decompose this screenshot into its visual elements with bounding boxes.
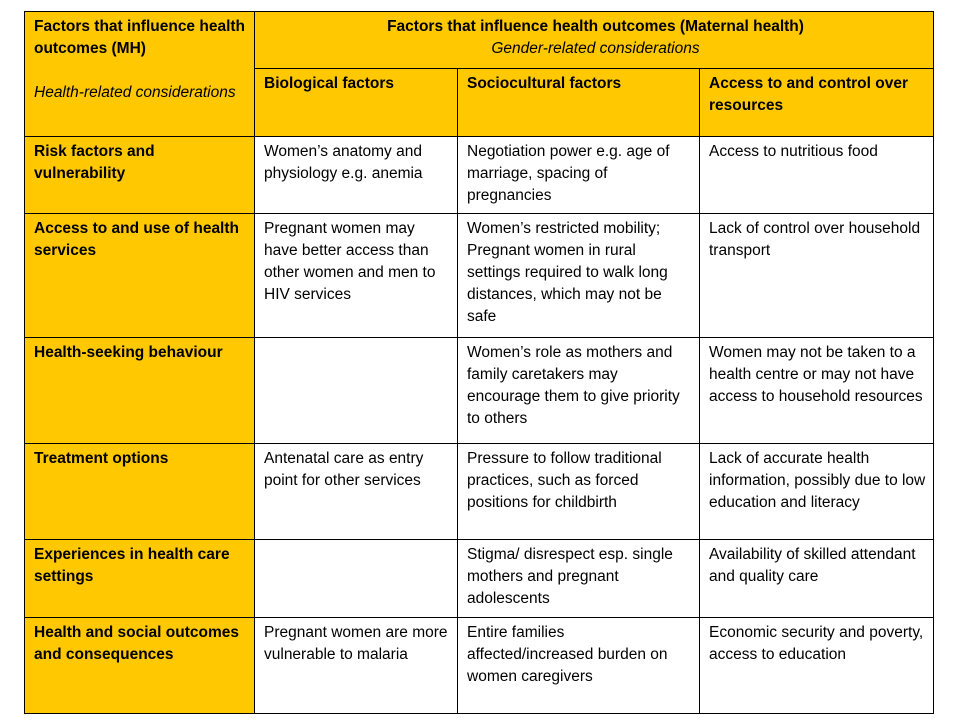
row-label: Health-seeking behaviour bbox=[25, 338, 255, 444]
header-row-1 bbox=[25, 12, 934, 69]
resources-cell: Lack of control over household transport bbox=[700, 214, 934, 338]
row-label: Risk factors and vulnerability bbox=[25, 137, 255, 214]
sociocultural-cell: Women’s role as mothers and family caretakers may encourage them to give priority to others bbox=[458, 338, 700, 444]
row-label: Access to and use of health services bbox=[25, 214, 255, 338]
sociocultural-cell: Pressure to follow traditional practices, such as forced positions for childbirth bbox=[458, 444, 700, 540]
biological-cell bbox=[255, 338, 458, 444]
main-header-cell bbox=[255, 12, 934, 69]
resources-cell: Lack of accurate health information, possibly due to low education and literacy bbox=[700, 444, 934, 540]
biological-cell: Pregnant women may have better access than other women and men to HIV services bbox=[255, 214, 458, 338]
main-header-title: Factors that influence health outcomes (Maternal health) bbox=[387, 18, 804, 35]
sociocultural-cell: Entire families affected/increased burden on women caregivers bbox=[458, 618, 700, 714]
table-row bbox=[25, 444, 934, 540]
resources-cell: Availability of skilled attendant and quality care bbox=[700, 540, 934, 618]
biological-cell bbox=[255, 540, 458, 618]
row-label: Experiences in health care settings bbox=[25, 540, 255, 618]
table-row bbox=[25, 618, 934, 714]
resources-cell: Economic security and poverty, access to education bbox=[700, 618, 934, 714]
table-row bbox=[25, 214, 934, 338]
biological-cell: Women’s anatomy and physiology e.g. anemia bbox=[255, 137, 458, 214]
column-header-sociocultural: Sociocultural factors bbox=[458, 69, 700, 137]
table-row bbox=[25, 137, 934, 214]
maternal-health-factors-table bbox=[24, 11, 934, 714]
resources-cell: Access to nutritious food bbox=[700, 137, 934, 214]
sociocultural-cell: Stigma/ disrespect esp. single mothers and pregnant adolescents bbox=[458, 540, 700, 618]
row-label: Treatment options bbox=[25, 444, 255, 540]
table-row bbox=[25, 540, 934, 618]
biological-cell: Antenatal care as entry point for other services bbox=[255, 444, 458, 540]
row-label: Health and social outcomes and consequences bbox=[25, 618, 255, 714]
main-header-subtitle: Gender-related considerations bbox=[491, 40, 700, 57]
sociocultural-cell: Negotiation power e.g. age of marriage, spacing of pregnancies bbox=[458, 137, 700, 214]
table-row bbox=[25, 338, 934, 444]
resources-cell: Women may not be taken to a health centre or may not have access to household resources bbox=[700, 338, 934, 444]
corner-header-title: Factors that influence health outcomes (MH) bbox=[34, 18, 246, 57]
column-header-biological: Biological factors bbox=[255, 69, 458, 137]
corner-header-cell bbox=[25, 12, 255, 137]
corner-header-subtitle: Health-related considerations bbox=[34, 84, 236, 101]
sociocultural-cell: Women’s restricted mobility; Pregnant women in rural settings required to walk long distances, which may not be safe bbox=[458, 214, 700, 338]
biological-cell: Pregnant women are more vulnerable to malaria bbox=[255, 618, 458, 714]
column-header-resources: Access to and control over resources bbox=[700, 69, 934, 137]
